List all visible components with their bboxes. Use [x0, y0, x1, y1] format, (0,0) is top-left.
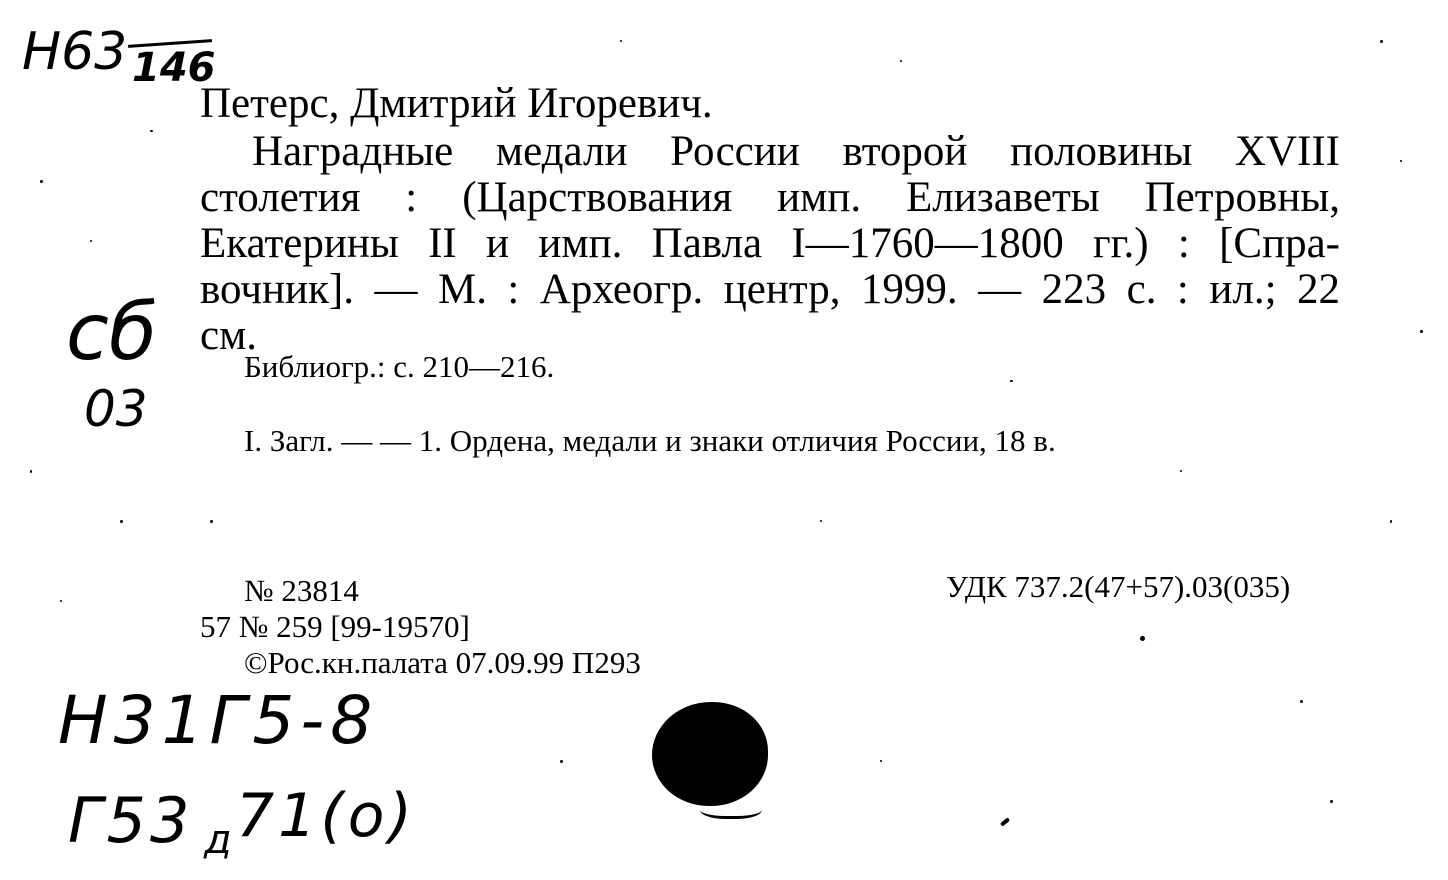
handwritten-bottom-code-2-sub: д [204, 817, 232, 863]
title-line-1: Наградные медали России второй половины XVIII [252, 128, 1340, 175]
handwritten-margin-code-2: 03 [84, 380, 148, 438]
handwritten-margin-code-1: сб [66, 288, 157, 378]
udc-code: УДК 737.2(47+57).03(035) [946, 569, 1291, 604]
author-heading: Петерс, Дмитрий Игоревич. [200, 80, 713, 127]
handwritten-bottom-code-1: Н31Г5-8 [58, 682, 379, 759]
book-chamber-stamp: ©Рос.кн.палата 07.09.99 П293 [244, 645, 641, 680]
subject-headings: I. Загл. — — 1. Ордена, медали и знаки отличия России, 18 в. [244, 423, 1056, 458]
handwritten-bottom-code-2-tail: 71(о) [236, 781, 416, 851]
punch-hole [652, 702, 768, 806]
title-line-5: см. [200, 312, 258, 359]
bibliography-note: Библиогр.: с. 210—216. [244, 349, 555, 384]
handwritten-shelf-subcode: 146 [132, 45, 216, 91]
punch-hole-edge [700, 796, 762, 819]
title-line-2: столетия : (Царствования имп. Елизаветы Петровны, [200, 174, 1340, 221]
card-number: № 23814 [244, 573, 359, 608]
registry-number: 57 № 259 [99-19570] [200, 609, 470, 644]
handwritten-bottom-code-2: Г53 [68, 784, 194, 857]
title-line-3: Екатерины II и имп. Павла I—1760—1800 гг.) : [Спра- [200, 220, 1340, 267]
handwritten-shelf-code: Н63 [22, 22, 128, 82]
title-line-4: вочник]. — М. : Археогр. центр, 1999. — 223 с. : ил.; 22 [200, 266, 1340, 313]
